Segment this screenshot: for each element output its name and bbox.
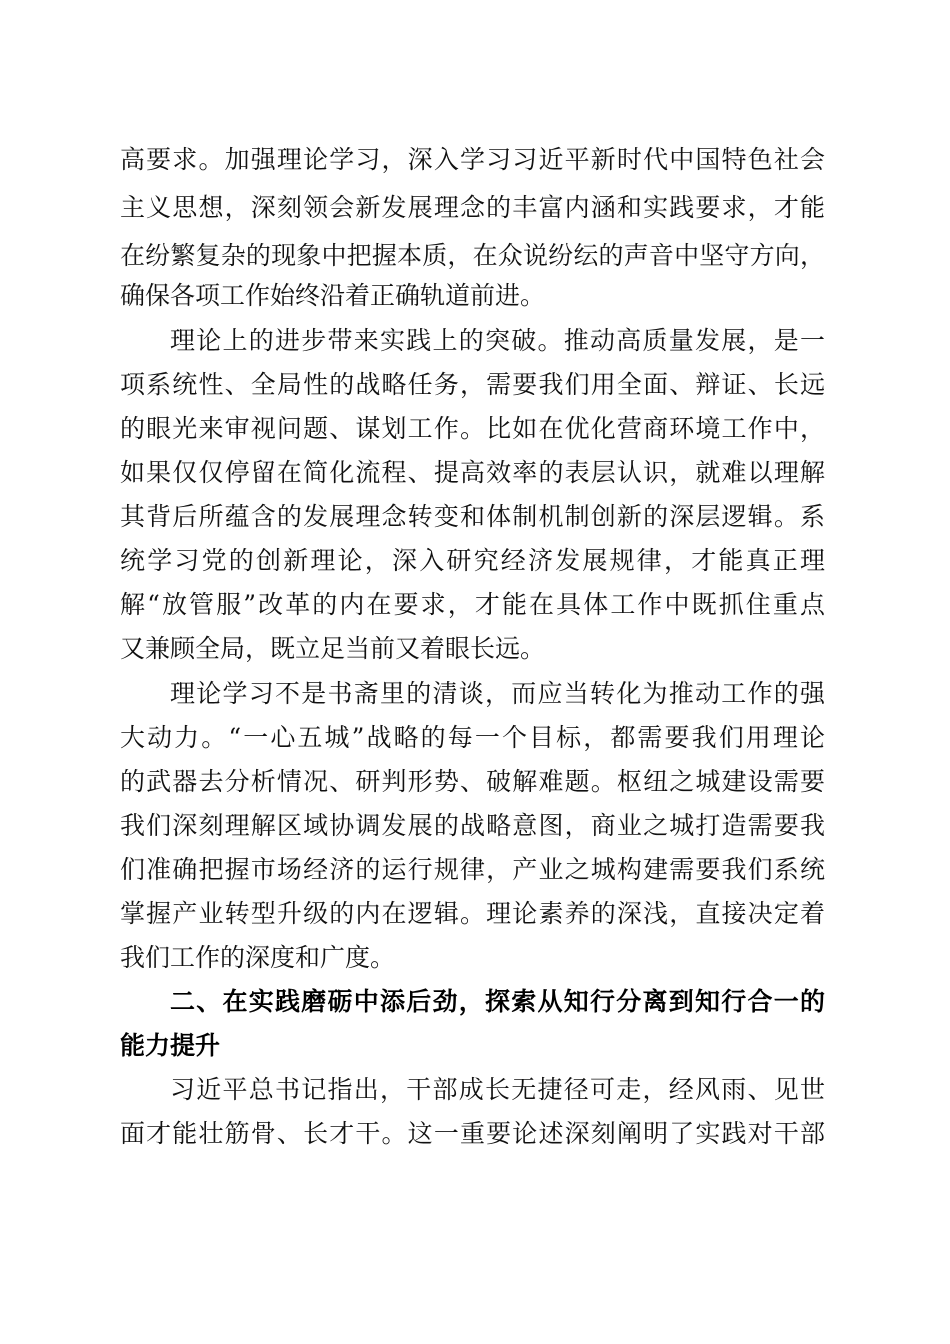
paragraph-first-line: 理论上的进步带来实践上的突破。推动高质量发展，是一 — [170, 326, 825, 355]
text-line: 大动力。“一心五城”战略的每一个目标，都需要我们用理论 — [120, 723, 825, 752]
text-line: 如果仅仅停留在简化流程、提高效率的表层认识，就难以理解 — [120, 458, 825, 487]
text-line: 们准确把握市场经济的运行规律，产业之城构建需要我们系统 — [120, 855, 825, 884]
text-line: 的武器去分析情况、研判形势、破解难题。枢纽之城建设需要 — [120, 767, 825, 796]
section-heading-continued: 能力提升 — [120, 1031, 221, 1060]
text-line: 掌握产业转型升级的内在逻辑。理论素养的深浅，直接决定着 — [120, 899, 825, 928]
text-line: 在纷繁复杂的现象中把握本质，在众说纷纭的声音中坚守方向， — [120, 241, 825, 270]
text-line: 我们深刻理解区域协调发展的战略意图，商业之城打造需要我 — [120, 811, 825, 840]
text-line: 确保各项工作始终沿着正确轨道前进。 — [120, 281, 546, 310]
paragraph-first-line: 理论学习不是书斋里的清谈，而应当转化为推动工作的强 — [170, 679, 825, 708]
text-line: 我们工作的深度和广度。 — [120, 943, 396, 972]
text-line: 解“放管服”改革的内在要求，才能在具体工作中既抓住重点 — [120, 590, 825, 619]
text-line: 其背后所蕴含的发展理念转变和体制机制创新的深层逻辑。系 — [120, 502, 825, 531]
paragraph-first-line: 习近平总书记指出，干部成长无捷径可走，经风雨、见世 — [170, 1075, 825, 1104]
text-line: 主义思想，深刻领会新发展理念的丰富内涵和实践要求，才能 — [120, 193, 825, 222]
section-heading: 二、在实践磨砺中添后劲，探索从知行分离到知行合一的 — [170, 987, 825, 1016]
text-line: 面才能壮筋骨、长才干。这一重要论述深刻阐明了实践对干部 — [120, 1119, 825, 1148]
text-line: 高要求。加强理论学习，深入学习习近平新时代中国特色社会 — [120, 145, 825, 174]
text-line: 的眼光来审视问题、谋划工作。比如在优化营商环境工作中， — [120, 414, 825, 443]
text-line: 又兼顾全局，既立足当前又着眼长远。 — [120, 634, 546, 663]
text-line: 项系统性、全局性的战略任务，需要我们用全面、辩证、长远 — [120, 370, 825, 399]
text-line: 统学习党的创新理论，深入研究经济发展规律，才能真正理 — [120, 546, 825, 575]
